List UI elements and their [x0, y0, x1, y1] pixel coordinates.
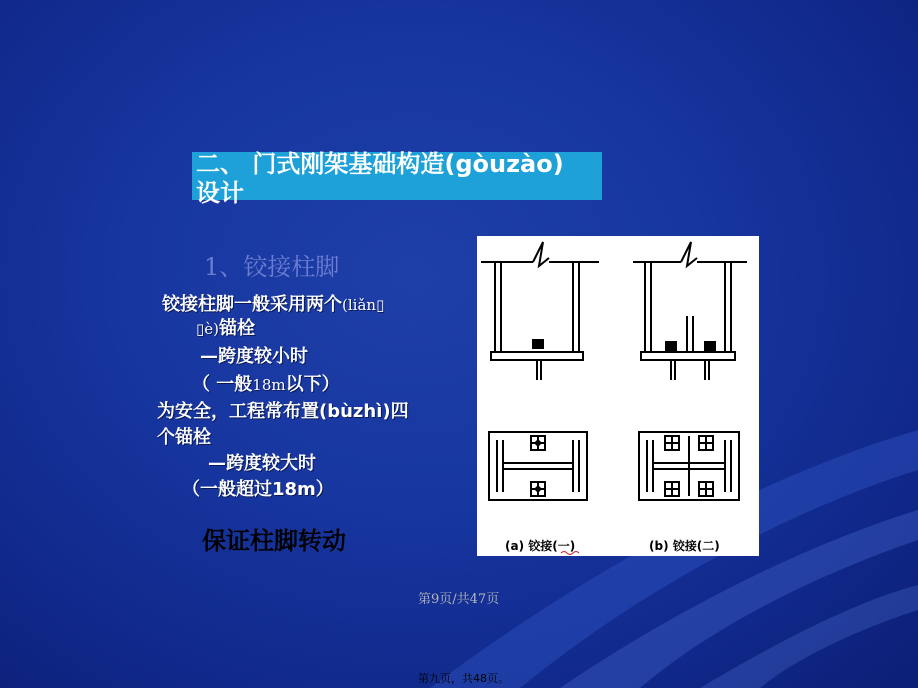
body-line-2 [196, 318, 255, 340]
body-line-2-pinyin: è) [204, 320, 219, 338]
sub-heading: 1、铰接柱脚 [204, 253, 340, 281]
slide-title-line2: 设计 [196, 179, 244, 207]
body-line-4 [192, 374, 340, 396]
footer-page-count: 第九页，共48页。 [418, 672, 509, 685]
diagram-b-elevation [633, 242, 747, 380]
missing-glyph-1: ▯ [376, 296, 385, 314]
body-line-3: —跨度较小时 [200, 346, 308, 367]
body-line-4-num: 18m [252, 376, 286, 394]
body-line-4a: （ 一般 [192, 374, 253, 395]
hinged-column-base-figure [477, 236, 759, 556]
body-line-5: 为安全，工程常布置(bùzhì)四 [157, 401, 409, 422]
body-line-7: —跨度较大时 [208, 453, 316, 474]
page-number: 第9页/共47页 [418, 592, 500, 607]
body-line-1 [162, 294, 384, 316]
diagram-a-plan [489, 432, 587, 500]
slide-title [196, 150, 616, 208]
guarantee-text: 保证柱脚转动 [202, 527, 346, 555]
column-base-drawing [477, 236, 759, 556]
slide-title-line1: 二、 门式刚架基础构造(gòuzào) [196, 150, 564, 178]
body-line-1-text: 铰接柱脚一般采用两个 [162, 294, 342, 315]
missing-glyph-2: ▯ [196, 320, 205, 338]
body-line-4b: 以下） [285, 374, 340, 395]
diagram-b-plan [639, 432, 739, 500]
caption-a: (a) 铰接(一) [505, 539, 576, 553]
body-line-8: （一般超过18m） [182, 479, 334, 500]
diagram-a-elevation [481, 242, 599, 380]
body-line-2-text: 锚栓 [219, 318, 255, 339]
body-line-1-pinyin: (liǎn [342, 296, 377, 314]
body-line-6: 个锚栓 [157, 427, 211, 448]
caption-b: (b) 铰接(二) [649, 539, 720, 553]
